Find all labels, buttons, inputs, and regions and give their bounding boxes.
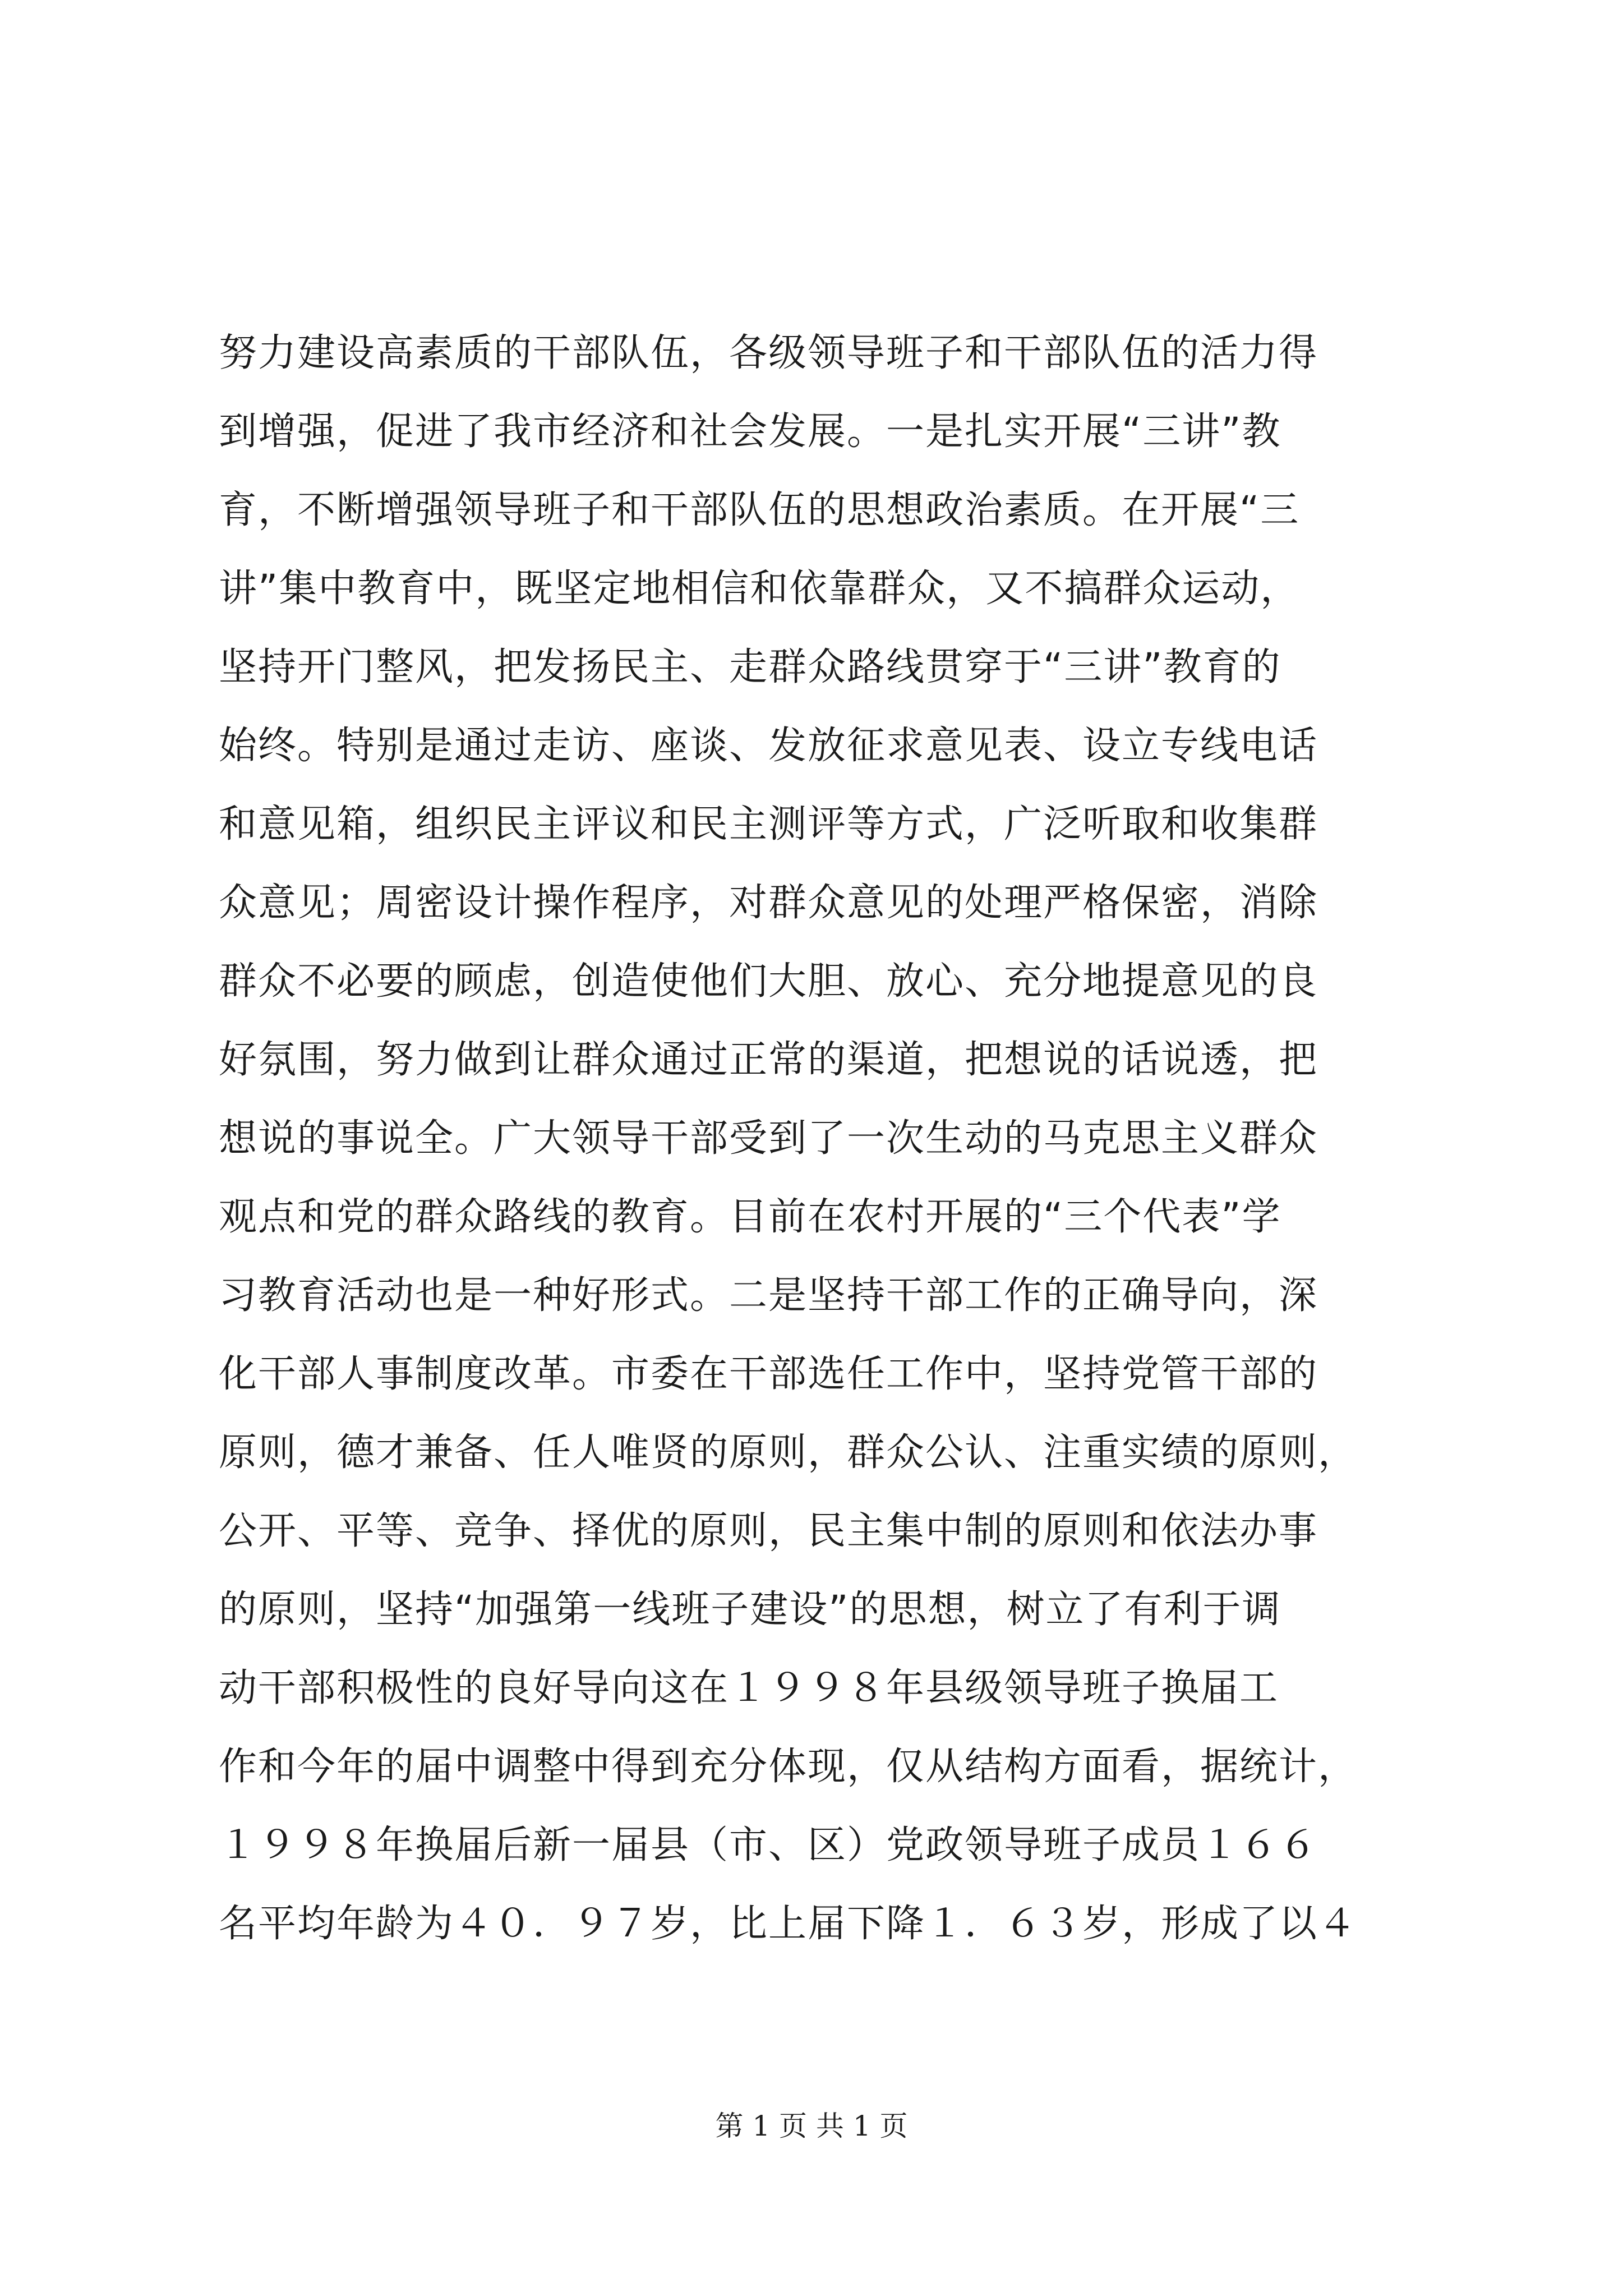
text-line: 坚持开门整风，把发扬民主、走群众路线贯穿于“三讲”教育的 [219,645,1281,689]
text-line: 育，不断增强领导班子和干部队伍的思想政治素质。在开展“三 [219,488,1300,532]
text-line: 和意见箱，组织民主评议和民主测评等方式，广泛听取和收集群 [219,802,1318,846]
text-line: 动干部积极性的良好导向这在１９９８年县级领导班子换届工 [219,1666,1279,1710]
text-line: 想说的事说全。广大领导干部受到了一次生动的马克思主义群众 [219,1116,1318,1161]
text-line: 众意见；周密设计操作程序，对群众意见的处理严格保密，消除 [219,881,1318,925]
text-line: 公开、平等、竞争、择优的原则，民主集中制的原则和依法办事 [219,1509,1318,1553]
text-line: １９９８年换届后新一届县（市、区）党政领导班子成员１６６ [219,1823,1318,1867]
text-line: 观点和党的群众路线的教育。目前在农村开展的“三个代表”学 [219,1195,1281,1239]
text-line: 讲”集中教育中，既坚定地相信和依靠群众，又不搞群众运动， [219,567,1300,611]
text-line: 名平均年龄为４０．９７岁，比上届下降１．６３岁，形成了以４ [219,1902,1358,1946]
text-line: 化干部人事制度改革。市委在干部选任工作中，坚持党管干部的 [219,1352,1318,1396]
body-paragraph [219,314,1408,1963]
text-line: 始终。特别是通过走访、座谈、发放征求意见表、设立专线电话 [219,724,1318,768]
text-line: 努力建设高素质的干部队伍，各级领导班子和干部队伍的活力得 [219,331,1318,375]
text-line: 好氛围，努力做到让群众通过正常的渠道，把想说的话说透，把 [219,1038,1318,1082]
text-line: 原则，德才兼备、任人唯贤的原则，群众公认、注重实绩的原则， [219,1430,1358,1475]
text-line: 群众不必要的顾虑，创造使他们大胆、放心、充分地提意见的良 [219,959,1318,1004]
text-line: 的原则，坚持“加强第一线班子建设”的思想，树立了有利于调 [219,1588,1281,1632]
text-line: 作和今年的届中调整中得到充分体现，仅从结构方面看，据统计， [219,1745,1358,1789]
page-number-footer: 第 1 页 共 1 页 [715,2110,908,2142]
text-line: 到增强，促进了我市经济和社会发展。一是扎实开展“三讲”教 [219,409,1281,454]
text-line: 习教育活动也是一种好形式。二是坚持干部工作的正确导向，深 [219,1273,1318,1318]
